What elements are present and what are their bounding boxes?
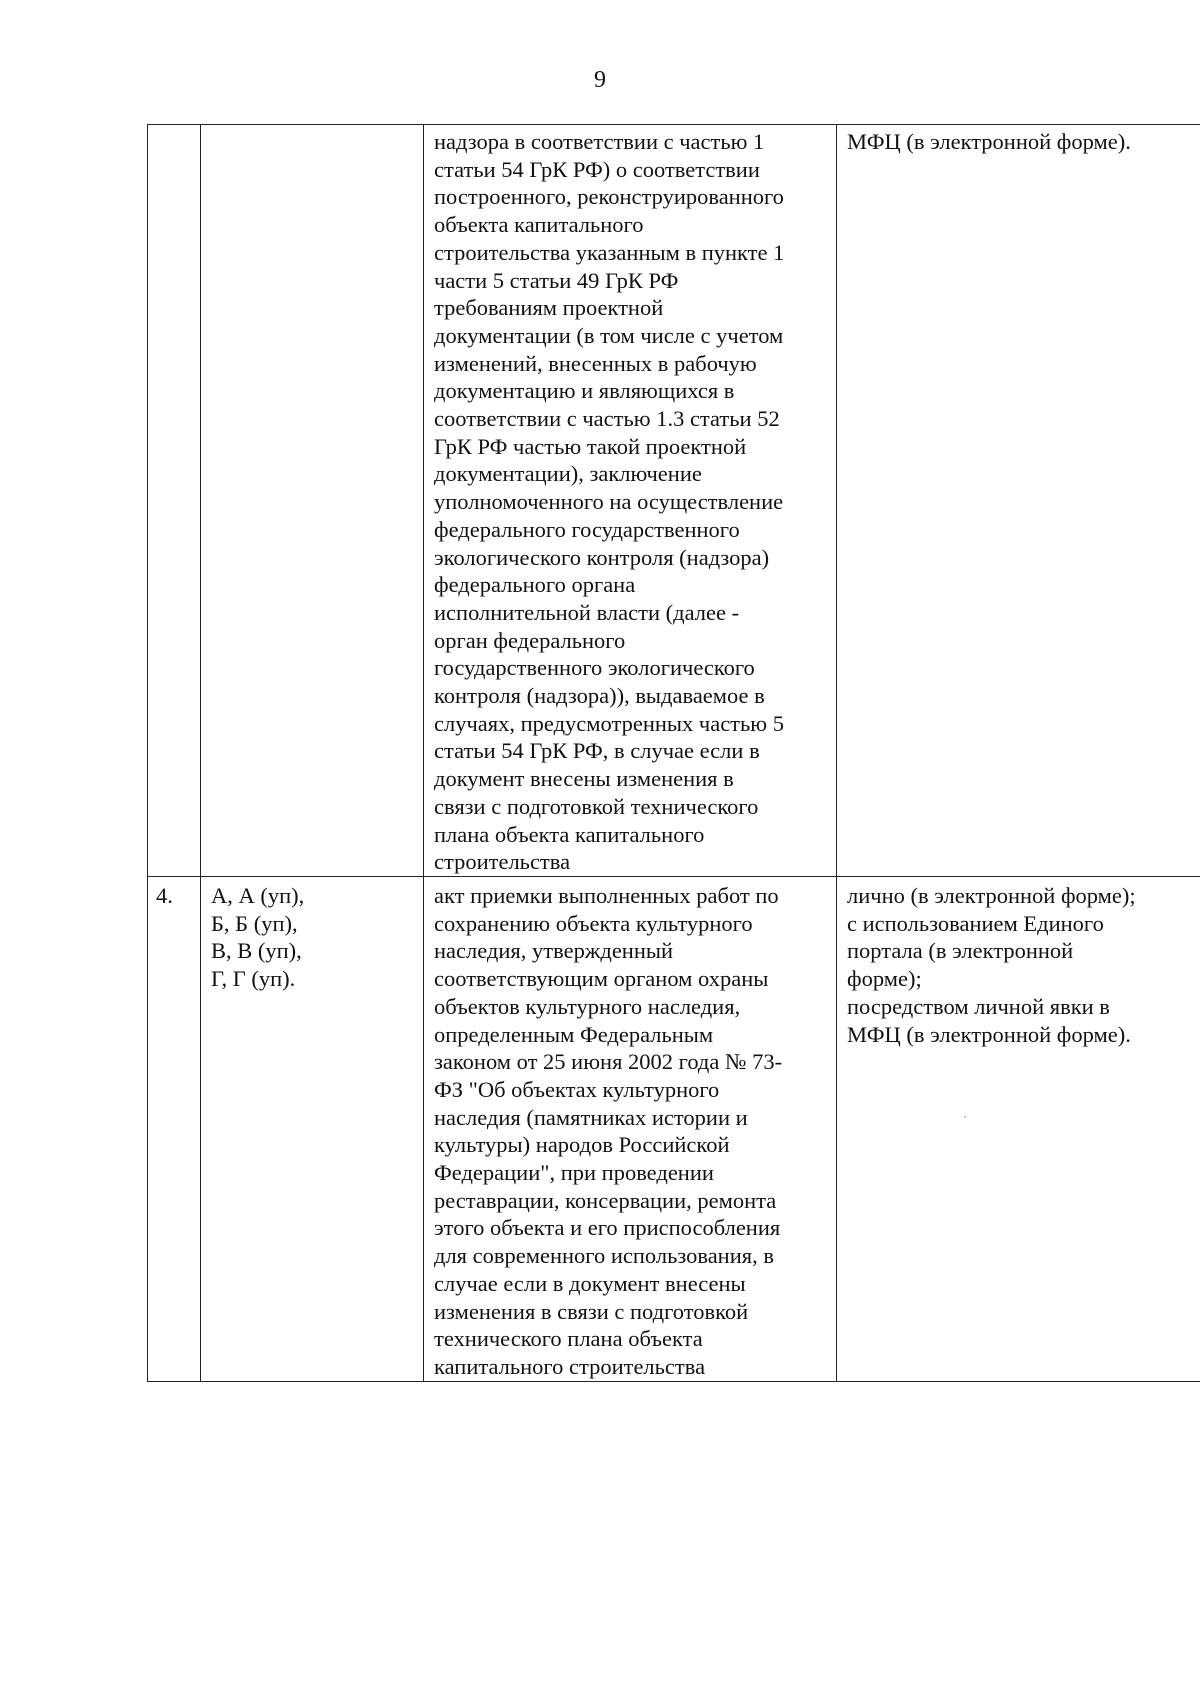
document-line: документ внесены изменения в: [434, 766, 734, 792]
submission-line: МФЦ (в электронной форме).: [847, 129, 1131, 154]
document-line: государственного экологического: [434, 655, 755, 681]
document-line: для современного использования, в: [434, 1243, 774, 1269]
document-line: документации), заключение: [434, 461, 702, 487]
document-line: Федерации", при проведении: [434, 1160, 714, 1186]
document-table: [147, 124, 1200, 1382]
document-line: реставрации, консервации, ремонта: [434, 1187, 777, 1213]
document-line: плана объекта капитального: [434, 821, 705, 847]
document-line: документации (в том числе с учетом: [434, 322, 784, 348]
document-line: этого объекта и его приспособления: [434, 1215, 781, 1241]
document-line: соответствии с частью 1.3 статьи 52: [434, 406, 780, 432]
document-line: строительства: [434, 849, 571, 875]
submission-method-cell: [837, 876, 1200, 1381]
document-line: уполномоченного на осуществление: [434, 489, 784, 515]
row-number-cell: 4.: [148, 876, 201, 1381]
document-line: акт приемки выполненных работ по: [434, 882, 779, 908]
document-line: случаях, предусмотренных частью 5: [434, 710, 784, 736]
document-line: объектов культурного наследия,: [434, 993, 741, 1019]
submission-line: лично (в электронной форме);: [847, 882, 1136, 908]
document-line: части 5 статьи 49 ГрК РФ: [434, 267, 679, 293]
document-line: федерального государственного: [434, 516, 740, 542]
page-number: 9: [594, 67, 606, 93]
document-line: культуры) народов Российской: [434, 1132, 730, 1158]
document-line: статьи 54 ГрК РФ, в случае если в: [434, 738, 760, 764]
applicant-category-cell: [201, 876, 424, 1381]
submission-method-cell: [837, 125, 1200, 877]
document-description-cell: [424, 876, 837, 1381]
document-line: ФЗ "Об объектах культурного: [434, 1076, 720, 1102]
submission-line: МФЦ (в электронной форме).: [847, 1021, 1131, 1047]
applicant-line: А, А (уп),: [211, 882, 305, 908]
document-line: изменения в связи с подготовкой: [434, 1298, 749, 1324]
document-line: капитального строительства: [434, 1353, 706, 1379]
document-line: технического плана объекта: [434, 1326, 703, 1352]
document-line: определенным Федеральным: [434, 1021, 714, 1047]
document-line: исполнительной власти (далее -: [434, 599, 740, 625]
document-line: законом от 25 июня 2002 года № 73-: [434, 1049, 783, 1075]
applicant-line: В, В (уп),: [211, 938, 302, 964]
document-line: связи с подготовкой технического: [434, 793, 759, 819]
document-line: соответствующим органом охраны: [434, 966, 769, 992]
table-row-continued: [148, 125, 1200, 877]
document-description-cell: [424, 125, 837, 877]
document-line: наследия, утвержденный: [434, 938, 674, 964]
submission-line: с использованием Единого: [847, 910, 1104, 936]
applicant-line: Б, Б (уп),: [211, 910, 298, 936]
document-line: федерального органа: [434, 572, 636, 598]
document-line: объекта капитального: [434, 212, 644, 238]
document-line: строительства указанным в пункте 1: [434, 239, 785, 265]
document-line: требованиям проектной: [434, 295, 664, 321]
document-line: наследия (памятниках истории и: [434, 1104, 748, 1130]
document-line: изменений, внесенных в рабочую: [434, 350, 757, 376]
document-line: статьи 54 ГрК РФ) о соответствии: [434, 156, 760, 182]
document-line: орган федерального: [434, 627, 626, 653]
document-line: контроля (надзора)), выдаваемое в: [434, 683, 765, 709]
submission-line: посредством личной явки в: [847, 993, 1110, 1019]
applicant-category-cell: [201, 125, 424, 877]
document-line: экологического контроля (надзора): [434, 544, 770, 570]
submission-line: форме);: [847, 966, 922, 992]
submission-line: портала (в электронной: [847, 938, 1074, 964]
applicant-line: Г, Г (уп).: [211, 966, 296, 992]
document-line: случае если в документ внесены: [434, 1270, 746, 1296]
document-line: ГрК РФ частью такой проектной: [434, 433, 747, 459]
row-number-cell: [148, 125, 201, 877]
scan-dot-mark: [964, 1116, 966, 1118]
document-line: документацию и являющихся в: [434, 378, 735, 404]
document-line: построенного, реконструированного: [434, 184, 784, 210]
document-line: сохранению объекта культурного: [434, 910, 753, 936]
table-row-4: [148, 876, 1200, 1381]
document-line: надзора в соответствии с частью 1: [434, 129, 765, 154]
